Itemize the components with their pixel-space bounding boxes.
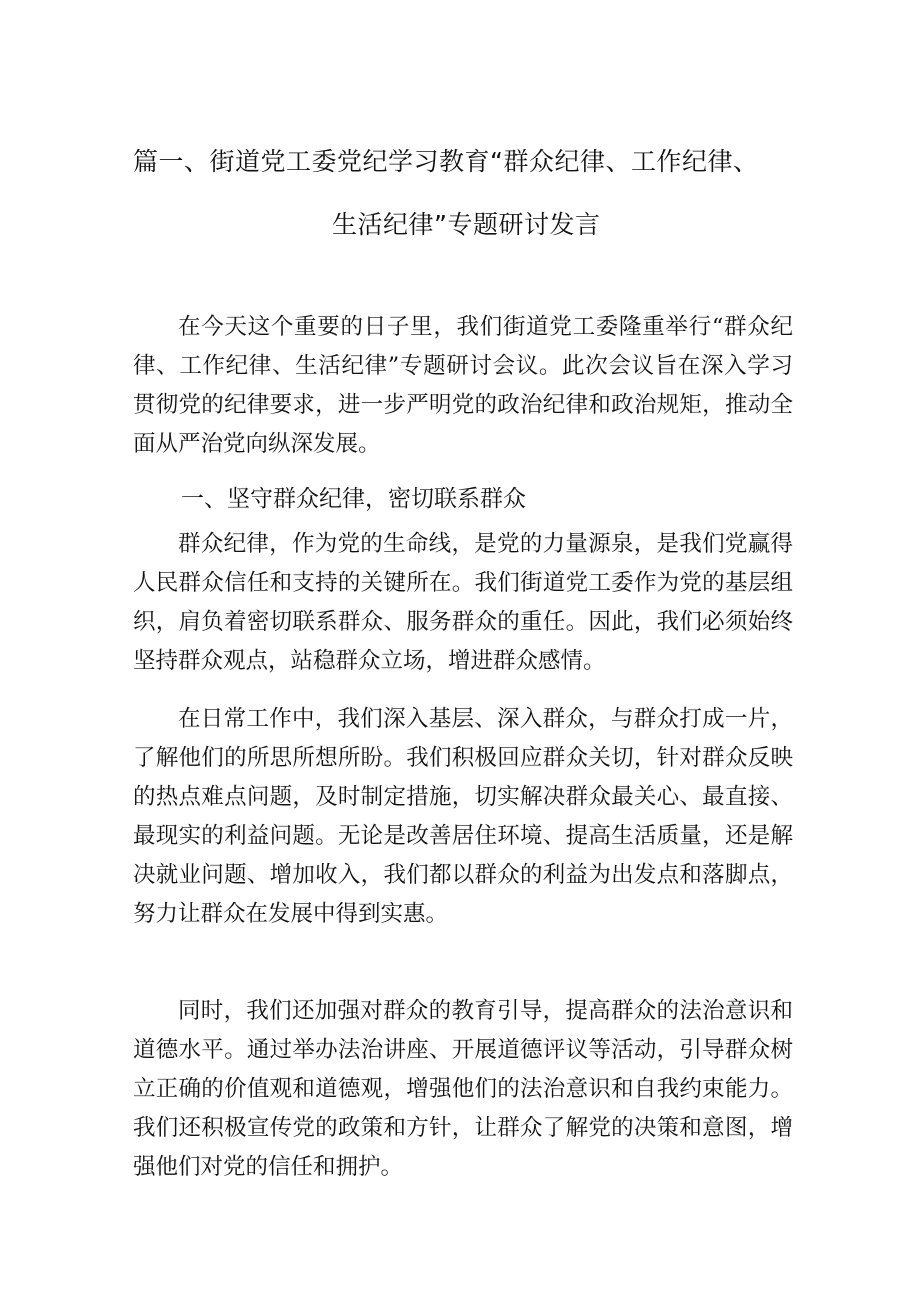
body-paragraph: 在日常工作中，我们深入基层、深入群众，与群众打成一片，了解他们的所思所想所盼。我们积极回应群众关切，针对群众反映的热点难点问题，及时制定措施，切实解决群众最关心、最直接、最现实的利益问题。无论是改善居住环境、提高生活质量，还是解决就业问题、增加收入，我们都以群众的利益为出发点和落脚点，努力让群众在发展中得到实惠。: [133, 706, 793, 927]
section-heading: 一、坚守群众纪律，密切联系群众: [181, 486, 526, 512]
body-paragraph: 群众纪律，作为党的生命线，是党的力量源泉，是我们党赢得人民群众信任和支持的关键所在。我们街道党工委作为党的基层组织，肩负着密切联系群众、服务群众的重任。因此，我们必须始终坚持群众观点，站稳群众立场，增进群众感情。: [133, 531, 793, 674]
body-paragraph: 同时，我们还加强对群众的教育引导，提高群众的法治意识和道德水平。通过举办法治讲座、开展道德评议等活动，引导群众树立正确的价值观和道德观，增强他们的法治意识和自我约束能力。我们还积极宣传党的政策和方针，让群众了解党的决策和意图，增强他们对党的信任和拥护。: [133, 998, 793, 1180]
intro-paragraph: 在今天这个重要的日子里，我们街道党工委隆重举行“群众纪律、工作纪律、生活纪律”专题研讨会议。此次会议旨在深入学习贯彻党的纪律要求，进一步严明党的政治纪律和政治规矩，推动全面从严治党向纵深发展。: [133, 314, 793, 457]
document-title-line-1: 篇一、街道党工委党纪学习教育“群众纪律、工作纪律、: [133, 147, 759, 176]
document-title-line-2: 生活纪律”专题研讨发言: [332, 210, 601, 239]
